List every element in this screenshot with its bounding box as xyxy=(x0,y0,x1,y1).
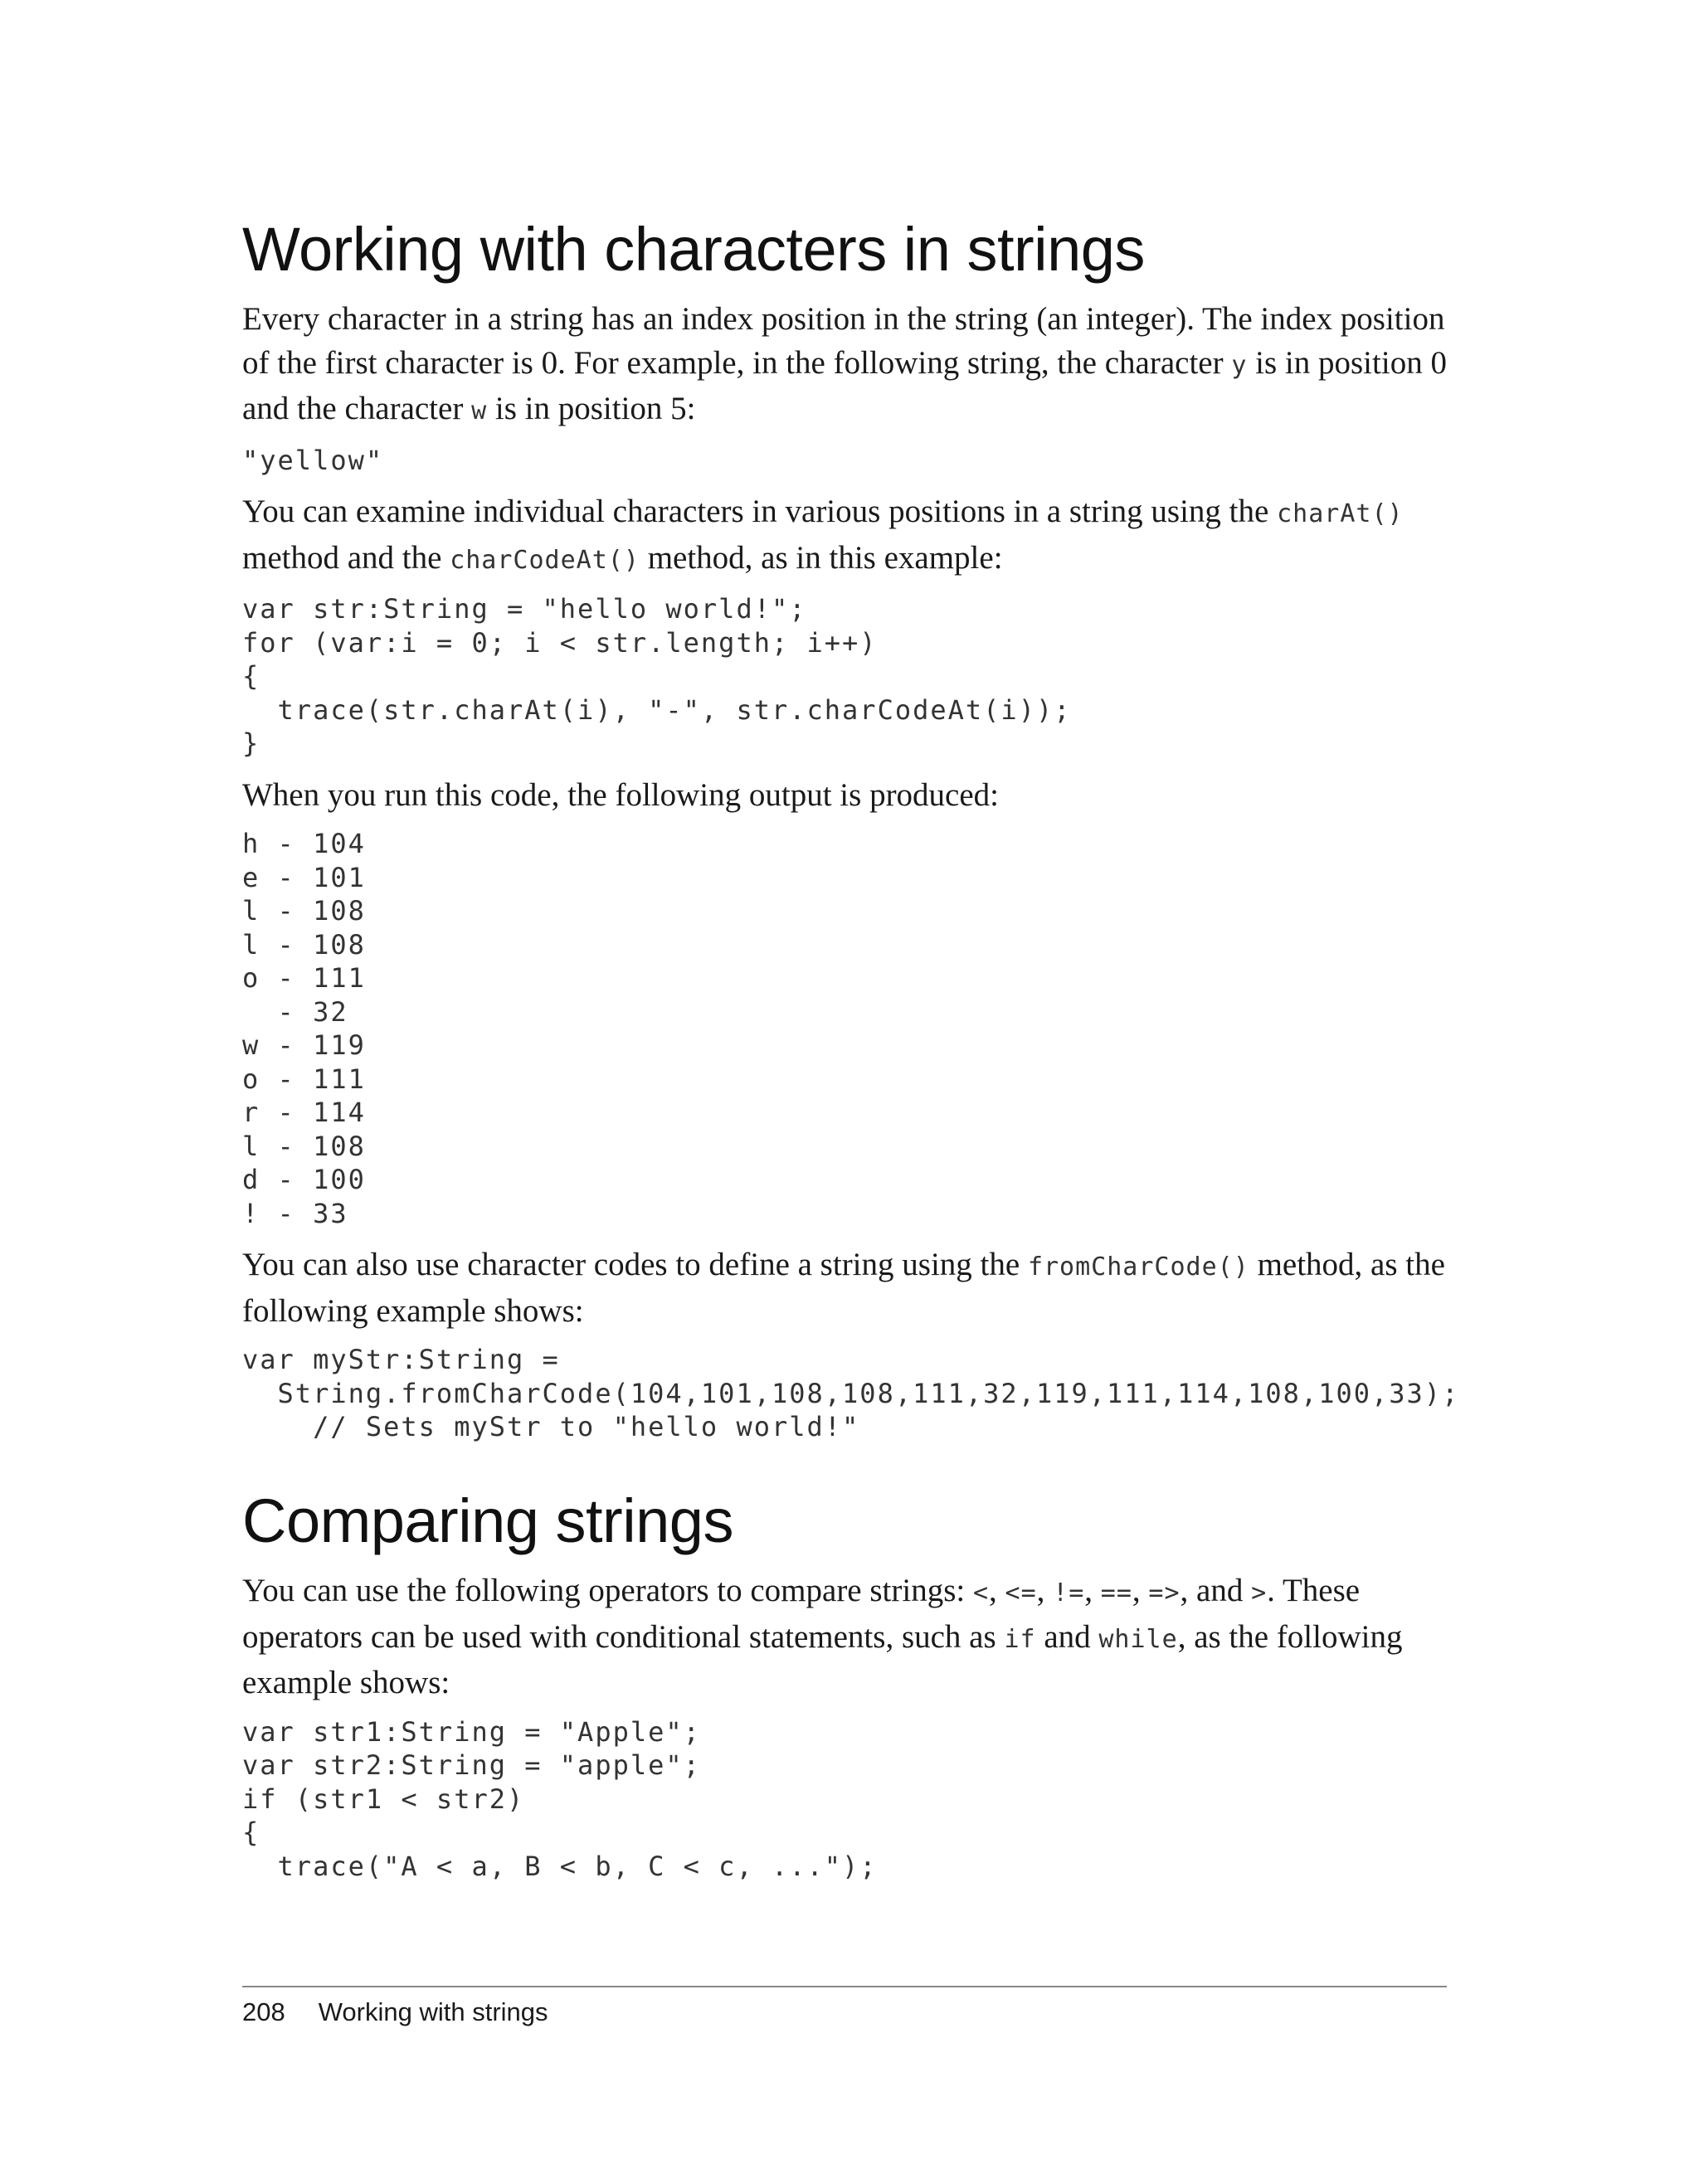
inline-code-op-lte: <= xyxy=(1005,1578,1037,1608)
text-run: You can examine individual characters in various positions in a string using the xyxy=(242,494,1278,530)
text-run: is in position 0 and the character xyxy=(242,344,1447,427)
footer-divider xyxy=(242,1986,1447,1987)
text-run: . These operators can be used with conditional statements, such as xyxy=(242,1573,1361,1655)
text-run: and xyxy=(1035,1618,1099,1655)
paragraph-charat xyxy=(242,490,1447,582)
text-run: You can use the following operators to compare strings: xyxy=(242,1573,973,1609)
code-block-compare: var str1:String = "Apple"; var str2:String = "apple"; if (str1 < str2) { trace("A < a, B < b, C < c, ..."); xyxy=(242,1715,878,1882)
inline-code-w: w xyxy=(471,396,488,426)
paragraph-output-intro: When you run this code, the following output is produced: xyxy=(242,776,1000,813)
section-heading-characters: Working with characters in strings xyxy=(242,215,1145,284)
inline-code-op-neq: != xyxy=(1053,1578,1085,1608)
text-run: is in position 5: xyxy=(487,391,696,427)
section-heading-comparing: Comparing strings xyxy=(242,1486,733,1555)
inline-code-if: if xyxy=(1004,1624,1036,1654)
text-run: , xyxy=(989,1573,1005,1609)
inline-code-charat: charAt() xyxy=(1277,499,1404,529)
inline-code-op-eq: == xyxy=(1100,1578,1132,1608)
text-run: You can also use character codes to define a string using the xyxy=(242,1247,1028,1283)
code-block-output: h - 104 e - 101 l - 108 l - 108 o - 111 - 32 w - 119 o - 111 r - 114 l - 108 d - 100 ! - 33 xyxy=(242,828,366,1229)
inline-code-op-gte: => xyxy=(1148,1578,1181,1608)
text-run: method, as in this example: xyxy=(639,539,1003,576)
code-block-yellow: "yellow" xyxy=(242,444,384,476)
paragraph-index-position xyxy=(242,298,1447,434)
inline-code-op-lt: < xyxy=(972,1578,990,1608)
paragraph-fromcharcode xyxy=(242,1243,1447,1333)
inline-code-charcodeat: charCodeAt() xyxy=(450,545,640,575)
text-run: , xyxy=(1132,1573,1149,1609)
text-run: , xyxy=(1036,1573,1054,1609)
page-footer xyxy=(242,1997,548,2027)
page-number: 208 xyxy=(242,1997,285,2026)
inline-code-y: y xyxy=(1231,350,1248,380)
text-run: method, as the following example shows: xyxy=(242,1247,1445,1329)
text-run: , and xyxy=(1180,1573,1252,1609)
inline-code-fromcharcode: fromCharCode() xyxy=(1027,1253,1249,1282)
code-block-fromcharcode: var myStr:String = String.fromCharCode(104,101,108,108,111,32,119,111,114,108,100,33); // Sets myStr to "hello world!" xyxy=(242,1344,1460,1443)
text-run: , xyxy=(1084,1573,1101,1609)
text-run: method and the xyxy=(242,539,450,576)
text-run: Every character in a string has an index position in the string (an integer). The index position of the first character is 0. For example, in the following string, the character xyxy=(242,301,1445,381)
inline-code-op-gt: > xyxy=(1251,1578,1268,1608)
paragraph-operators xyxy=(242,1569,1447,1705)
text-run: , as the following example shows: xyxy=(242,1618,1403,1701)
chapter-title: Working with strings xyxy=(318,1997,548,2026)
page-content xyxy=(242,215,1460,1896)
inline-code-while: while xyxy=(1098,1624,1178,1654)
code-block-loop: var str:String = "hello world!"; for (var:i = 0; i < str.length; i++) { trace(str.charAt(i), "-", str.charCodeAt(i)); } xyxy=(242,593,1072,760)
